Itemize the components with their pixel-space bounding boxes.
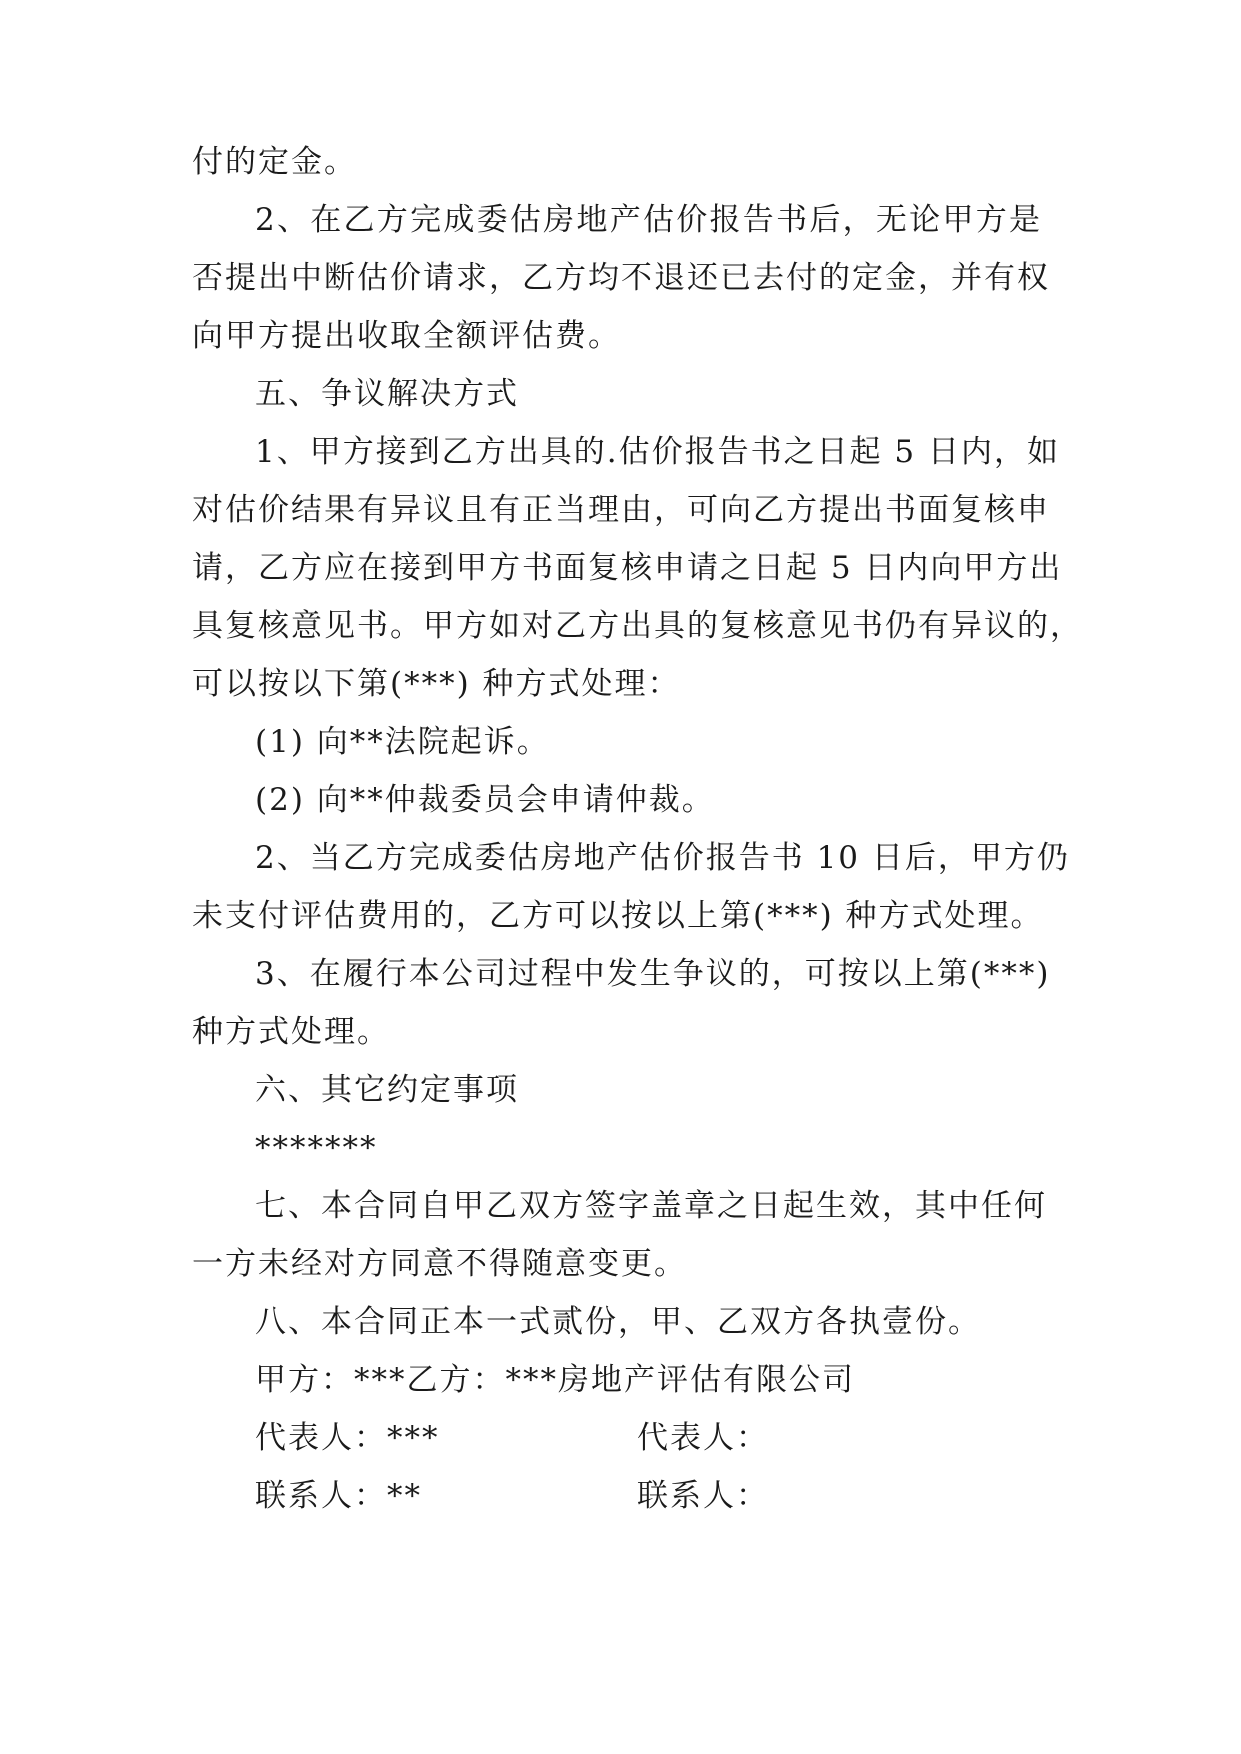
placeholder-text: ******* xyxy=(255,1130,378,1166)
party-a-contact: 联系人：** xyxy=(255,1478,422,1514)
section-heading: 六、其它约定事项 xyxy=(255,1072,519,1108)
paragraph-line: 否提出中断估价请求，乙方均不退还已去付的定金，并有权 xyxy=(192,260,1050,296)
paragraph-line: 八、本合同正本一式贰份，甲、乙双方各执壹份。 xyxy=(255,1304,981,1340)
paragraph-line: 向甲方提出收取全额评估费。 xyxy=(192,318,621,354)
paragraph-line: 可以按以下第(***) 种方式处理： xyxy=(192,666,681,702)
paragraph-line: 2、当乙方完成委估房地产估价报告书 10 日后，甲方仍 xyxy=(255,840,1070,876)
paragraph-line: 1、甲方接到乙方出具的.估价报告书之日起 5 日内，如 xyxy=(255,434,1061,470)
paragraph-line: 3、在履行本公司过程中发生争议的，可按以上第(***) xyxy=(255,956,1051,992)
section-heading: 五、争议解决方式 xyxy=(255,376,519,412)
paragraph-line: 2、在乙方完成委估房地产估价报告书后，无论甲方是 xyxy=(255,202,1042,238)
paragraph-line: 种方式处理。 xyxy=(192,1014,390,1050)
paragraph-line: 一方未经对方同意不得随意变更。 xyxy=(192,1246,687,1282)
party-a-representative: 代表人：*** xyxy=(255,1420,440,1456)
parties-line: 甲方：***乙方：***房地产评估有限公司 xyxy=(255,1362,855,1398)
paragraph-line: 未支付评估费用的，乙方可以按以上第(***) 种方式处理。 xyxy=(192,898,1044,934)
paragraph-line: 请，乙方应在接到甲方书面复核申请之日起 5 日内向甲方出 xyxy=(192,550,1063,586)
list-item: (1) 向**法院起诉。 xyxy=(255,724,550,760)
party-b-contact: 联系人： xyxy=(637,1478,769,1514)
list-item: (2) 向**仲裁委员会申请仲裁。 xyxy=(255,782,715,818)
paragraph-line: 对估价结果有异议且有正当理由，可向乙方提出书面复核申 xyxy=(192,492,1050,528)
party-b-representative: 代表人： xyxy=(637,1420,769,1456)
paragraph-line: 具复核意见书。甲方如对乙方出具的复核意见书仍有异议的， xyxy=(192,608,1083,644)
paragraph-line: 付的定金。 xyxy=(192,144,357,180)
paragraph-line: 七、本合同自甲乙双方签字盖章之日起生效，其中任何 xyxy=(255,1188,1047,1224)
